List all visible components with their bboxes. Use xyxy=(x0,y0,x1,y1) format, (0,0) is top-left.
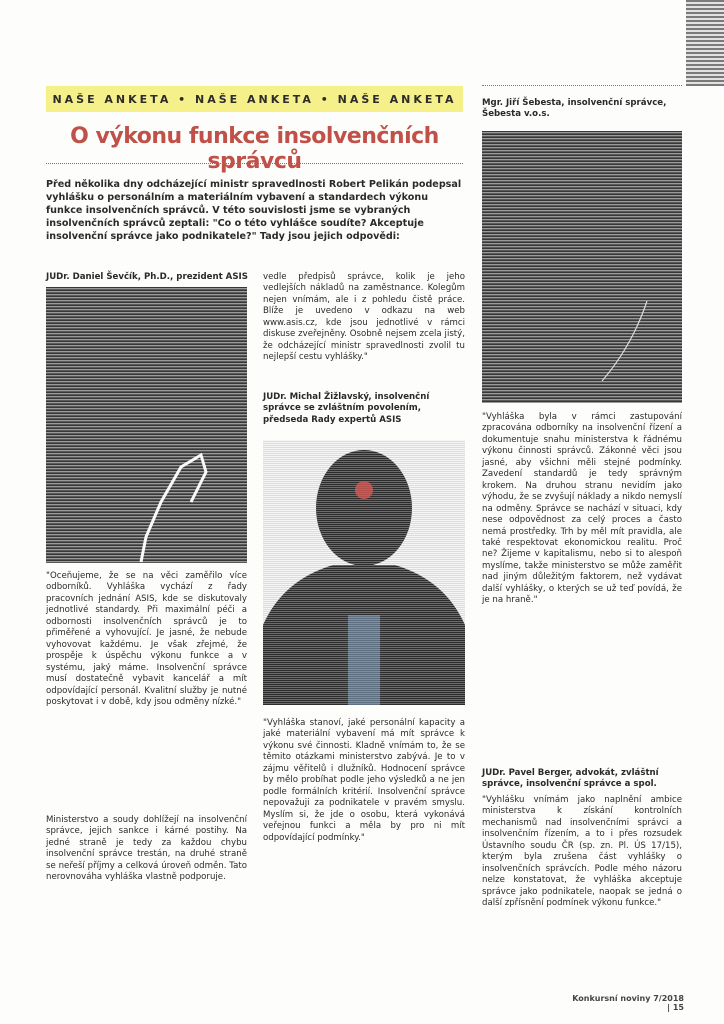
left-answer-text-continued: Ministerstvo a soudy dohlížejí na insolvenční správce, jejich sankce i kárné postihy. Na jedné straně je tedy za každou chybu insolvenční správce trestán, na druhé straně se neřeší příjmy a celková úroveň odměn. Tato nerovnováha vyhláška vlastně podporuje. xyxy=(46,815,247,883)
middle-answer-text-continued: "Vyhláška stanoví, jaké personální kapacity a jaké materiální vybavení má mít správce k výkonu své činnosti. Kladně vnímám to, že se těmito otázkami ministerstvo zabývá. Je to v zájmu věřitelů i dlužníků. Hodnocení správce by mělo probíhat podle jeho výsledků a ne jen podle formálních kritérií. Insolvenční správce nepovažuji za podnikatele v pravém smyslu. Myslím si, že jde o osobu, která vykonává veřejnou funkci a měla by pro ni mít odpovídající podmínky." xyxy=(263,718,465,843)
middle-answer-text: vedle předpisů správce, kolik je jeho vedlejších nákladů na zaměstnance. Kolegům nejen vnímám, ale i z pohledu čistě práce. Blíže je uvedeno v odkazu na web www.asis.cz, kde jsou jednotlivé v rámci diskuse zveřejněny. Osobně nejsem zcela jistý, že odcházející ministr spravedlnosti zvolil tu nejlepší cestu vyhlášky." xyxy=(263,272,465,363)
left-photo-glint xyxy=(46,287,247,563)
section-banner xyxy=(46,86,463,112)
article-title: O výkonu funkce insolvenčních správců xyxy=(70,124,439,174)
banner-text: NAŠE ANKETA • NAŠE ANKETA • NAŠE ANKETA xyxy=(52,92,457,106)
middle-photo-figure xyxy=(263,440,465,705)
page-edge-stripe xyxy=(686,0,724,86)
right-portrait-photo xyxy=(482,131,682,403)
article-intro: Před několika dny odcházející ministr spravedlnosti Robert Pelikán podepsal vyhlášku o personálním a materiálním vybavení a standardech výkonu funkce insolvenčních správců. V této souvislosti jsme se vybraných insolvenčních správců zeptali: "Co o této vyhlášce soudíte? Akceptuje insolvenční správce jako podnikatele?" Tady jsou jejich odpovědi: xyxy=(46,179,462,242)
right-answer-text-continued: "Vyhlášku vnímám jako naplnění ambice ministerstva k získání kontrolních mechanismů nad insolvenčními správci a insolvenčním řízením, a to i přes rozsudek Ústavního soudu ČR (sp. zn. Pl. ÚS 17/15), kterým byla zrušena část vyhlášky o insolvenčních správcích. Podle mého názoru nelze konstatovat, že vyhláška akceptuje správce jako podnikatele, naopak se jedná o další zpřísnění podmínek výkonu funkce." xyxy=(482,795,682,909)
left-respondent-name: JUDr. Daniel Ševčík, Ph.D., prezident ASIS xyxy=(46,272,248,282)
right-photo-caption: Mgr. Jiří Šebesta, insolvenční správce, Šebesta v.o.s. xyxy=(482,98,667,120)
title-divider xyxy=(46,163,463,164)
right-respondent-name: JUDr. Pavel Berger, advokát, zvláštní správce, insolvenční správce a spol. xyxy=(482,768,659,790)
middle-portrait-photo xyxy=(263,440,465,705)
middle-respondent-name: JUDr. Michal Žižlavský, insolvenční správce se zvláštním povolením, předseda Rady expertů ASIS xyxy=(263,392,430,425)
right-answer-text: "Vyhláška byla v rámci zastupování zpracována odborníky na insolvenční řízení a dokumentuje snahu ministerstva k řádnému výkonu činnosti správců. Zákonné věci jsou jasné, aby všichni měli stejné podmínky. Zavedení standardů je tedy správným krokem. Na druhou stranu nevidím jako výhodu, že se zvyšují náklady a nikdo nemyslí na odměny. Správce se nachází v situaci, kdy nese odpovědnost za celý proces a často nemá prostředky. Trh by měl mít pravidla, ale také respektovat ekonomickou realitu. Proč ne? Žijeme v kapitalismu, nebo si to alespoň myslíme, takže ministerstvo se může zaměřit nad jiným důležitým faktorem, než vydávat další vyhlášky, o kterých se už teď povídá, že je na hraně." xyxy=(482,412,682,606)
left-portrait-photo xyxy=(46,287,247,563)
right-photo-glint xyxy=(482,131,682,403)
page-footer: Konkursní noviny 7/2018 | 15 xyxy=(572,994,684,1012)
left-answer-text: "Oceňujeme, že se na věci zaměřilo více odborníků. Vyhláška vychází z řady pracovních jednání ASIS, kde se diskutovaly jednotlivé standardy. Při maximální péči a odbornosti insolvenčních správců je to přiměřené a vyhovující. Je jasné, že nebude vyhovovat každému. Je však zřejmé, že prospěje k úspěchu výkonu funkce a v systému, jaký máme. Insolvenční správce musí dostatečně vybavit kancelář a mít odpovídající personál. Kvalitní služby je nutné poskytovat i v době, kdy jsou odměny nízké." xyxy=(46,571,247,707)
right-column-divider xyxy=(482,85,682,86)
